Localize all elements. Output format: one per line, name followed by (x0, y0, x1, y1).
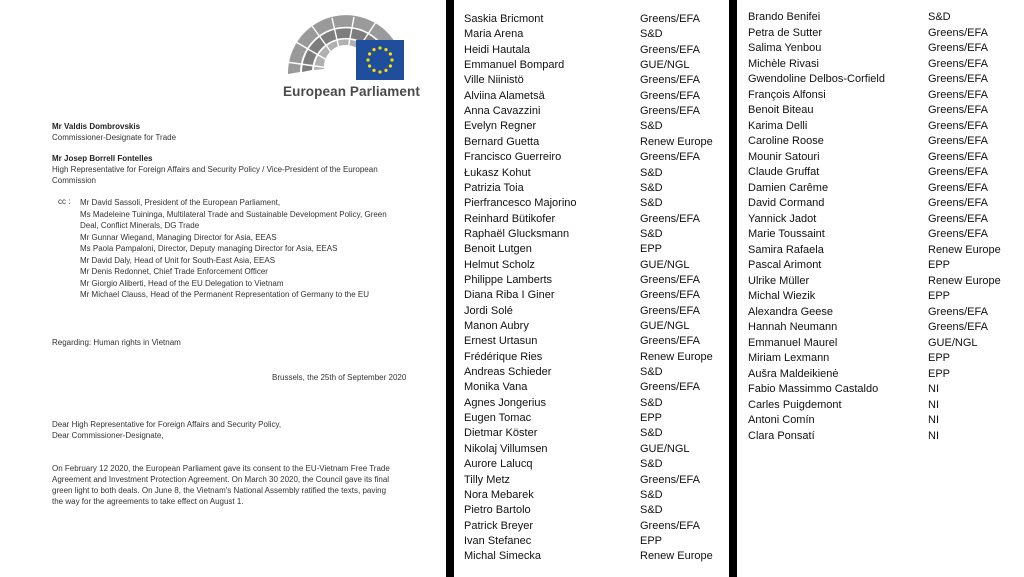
signatory-name: Łukasz Kohut (464, 166, 531, 179)
political-group: EPP (640, 534, 663, 547)
political-group: Renew Europe (640, 350, 713, 363)
political-group: Greens/EFA (640, 273, 700, 286)
letter-date: Brussels, the 25th of September 2020 (272, 373, 407, 382)
political-group: S&D (928, 11, 951, 23)
body-line: On February 12 2020, the European Parliament gave its consent to the EU-Vietnam Free Trade (52, 464, 390, 473)
political-group: S&D (640, 181, 663, 194)
signatory-name: Salima Yenbou (748, 42, 822, 54)
salutation-line1: Dear High Representative for Foreign Affairs and Security Policy, (52, 420, 282, 429)
signatory-name: Nikolaj Villumsen (464, 442, 548, 455)
signatory-name: Agnes Jongerius (464, 396, 546, 409)
signatory-name: Dietmar Köster (464, 427, 538, 440)
signatory-row (454, 197, 729, 212)
signatory-row (737, 104, 1024, 119)
signatory-row (454, 412, 729, 427)
signatory-name: Alviina Alametsä (464, 89, 545, 102)
political-group: NI (928, 429, 939, 442)
signatory-name: Raphaël Glucksmann (464, 227, 570, 240)
signatory-name: Pascal Arimont (748, 259, 822, 271)
signatory-row (454, 474, 729, 489)
signatories-page-1 (454, 0, 729, 577)
political-group: S&D (640, 396, 663, 409)
signatory-name: Emmanuel Bompard (464, 59, 565, 72)
body-line: the way for the agreements to take effect on August 1. (52, 497, 244, 506)
signatory-row (737, 321, 1024, 336)
signatory-row (737, 368, 1024, 383)
cc-item: Mr Denis Redonnet, Chief Trade Enforcement Officer (80, 267, 268, 276)
signatory-row (454, 550, 729, 565)
cc-item: Ms Madeleine Tuininga, Multilateral Trade and Sustainable Development Policy, Green (80, 209, 387, 219)
signatory-name: Nora Mebarek (464, 488, 534, 501)
political-group: Greens/EFA (928, 135, 988, 147)
political-group: Greens/EFA (928, 305, 988, 318)
signatory-row (737, 414, 1024, 429)
political-group: GUE/NGL (640, 320, 690, 332)
signatory-row (454, 489, 729, 504)
body-line: Agreement and Investment Protection Agreement. On March 30 2020, the Council gave its final (52, 475, 390, 484)
signatory-name: Antoni Comín (748, 414, 815, 426)
political-group: GUE/NGL (640, 258, 690, 271)
signatory-name: Petra de Sutter (748, 26, 822, 39)
signatory-row (454, 305, 729, 320)
signatory-name: Benoit Lutgen (464, 243, 532, 256)
signatory-row (737, 306, 1024, 321)
political-group: Greens/EFA (928, 321, 988, 333)
political-group: Greens/EFA (928, 166, 988, 178)
political-group: Renew Europe (640, 135, 713, 148)
signatory-row (737, 151, 1024, 166)
signatory-row (737, 337, 1024, 352)
recipient2-name: Mr Josep Borrell Fontelles (52, 154, 153, 163)
signatory-name: Eugen Tomac (464, 412, 532, 425)
signatory-row (454, 427, 729, 442)
political-group: Greens/EFA (928, 228, 988, 240)
political-group: Greens/EFA (928, 104, 988, 116)
signatory-name: Ville Niinistö (464, 74, 524, 87)
signatory-row (454, 74, 729, 89)
signatory-row (737, 244, 1024, 259)
political-group: EPP (928, 290, 951, 302)
signatory-name: Benoit Biteau (748, 104, 814, 116)
signatory-name: Michèle Rivasi (748, 57, 819, 70)
cc-label: cc : (58, 197, 71, 206)
political-group: EPP (928, 367, 951, 380)
signatory-row (737, 182, 1024, 197)
cc-list (80, 197, 425, 301)
signatory-name: Fabio Massimmo Castaldo (748, 383, 879, 395)
regarding-line: Regarding: Human rights in Vietnam (52, 338, 181, 347)
signatory-name: Emmanuel Maurel (748, 336, 838, 349)
political-group: Greens/EFA (928, 88, 988, 101)
signatory-name: Aušra Maldeikienė (748, 367, 839, 380)
political-group: Greens/EFA (640, 151, 700, 164)
political-group: Renew Europe (928, 243, 1001, 256)
signatory-name: Saskia Bricmont (464, 13, 544, 25)
signatory-row (454, 167, 729, 182)
signatory-name: Heidi Hautala (464, 43, 531, 56)
signatory-row (454, 381, 729, 396)
political-group: Greens/EFA (640, 335, 700, 348)
political-group: Greens/EFA (640, 304, 700, 317)
cc-item: Deal, Conflict Minerals, DG Trade (80, 221, 200, 230)
signatory-row (737, 42, 1024, 57)
cc-item: Ms Paola Pampaloni, Director, Deputy managing Director for Asia, EEAS (80, 244, 338, 253)
signatory-row (454, 504, 729, 519)
body-line: green light to both deals. On June 8, the Vietnam's National Assembly ratified the texts, paving (52, 486, 387, 495)
salutation-line2: Dear Commissioner-Designate, (52, 431, 164, 440)
signatory-name: Michal Simecka (464, 550, 542, 563)
signatory-row (454, 535, 729, 550)
signatory-row (454, 335, 729, 350)
political-group: S&D (640, 504, 663, 517)
political-group: NI (928, 398, 939, 411)
signatory-name: Yannick Jadot (748, 212, 817, 225)
signatory-name: Anna Cavazzini (464, 105, 541, 118)
political-group: Greens/EFA (640, 13, 700, 25)
signatory-row (454, 120, 729, 135)
signatory-name: Manon Aubry (464, 320, 529, 332)
political-group: Greens/EFA (640, 74, 700, 87)
signatory-row (454, 28, 729, 43)
signatory-name: Pierfrancesco Majorino (464, 197, 577, 210)
signatory-row (454, 13, 729, 28)
political-group: Greens/EFA (928, 212, 988, 225)
signatory-name: Maria Arena (464, 28, 524, 41)
political-group: Greens/EFA (928, 73, 988, 85)
signatory-name: Michal Wiezik (748, 290, 816, 302)
political-group: Greens/EFA (640, 519, 700, 532)
letter-page (0, 0, 446, 577)
political-group: Greens/EFA (928, 42, 988, 54)
signatory-name: Ulrike Müller (748, 274, 810, 287)
signatory-name: Hannah Neumann (748, 321, 838, 333)
signatory-row (454, 90, 729, 105)
signatory-name: Marie Toussaint (748, 228, 825, 240)
signatory-row (454, 520, 729, 535)
signatory-name: Jordi Solé (464, 304, 513, 317)
signatory-name: David Cormand (748, 197, 825, 209)
signatory-row (454, 228, 729, 243)
signatory-name: Patrizia Toia (464, 181, 524, 194)
political-group: Greens/EFA (640, 289, 700, 302)
political-group: S&D (640, 227, 663, 240)
signatory-row (454, 289, 729, 304)
political-group: Greens/EFA (640, 381, 700, 394)
recipient1-name: Mr Valdis Dombrovskis (52, 122, 141, 131)
signatory-row (454, 397, 729, 412)
signatory-name: Monika Vana (464, 381, 528, 394)
political-group: Greens/EFA (928, 26, 988, 39)
signatory-name: Mounir Satouri (748, 150, 820, 163)
political-group: S&D (640, 458, 663, 471)
signatory-row (737, 120, 1024, 135)
signatory-row (737, 73, 1024, 88)
political-group: EPP (640, 243, 663, 256)
political-group: Greens/EFA (928, 150, 988, 163)
political-group: Renew Europe (928, 274, 1001, 287)
signatories-page-2 (737, 0, 1024, 577)
signatory-name: Damien Carême (748, 181, 829, 194)
signatory-row (454, 366, 729, 381)
political-group: Greens/EFA (640, 212, 700, 225)
signatory-name: Philippe Lamberts (464, 273, 553, 286)
signatory-row (454, 443, 729, 458)
cc-item: Mr David Daly, Head of Unit for South-East Asia, EEAS (80, 255, 276, 265)
signatory-name: Claude Gruffat (748, 166, 820, 178)
signatory-name: Caroline Roose (748, 135, 824, 147)
recipient2-title-line1: High Representative for Foreign Affairs and Security Policy / Vice-President of the European (52, 165, 378, 174)
political-group: EPP (928, 352, 951, 364)
political-group: Greens/EFA (928, 119, 988, 132)
signatory-name: Diana Riba I Giner (464, 289, 555, 302)
political-group: S&D (640, 28, 663, 41)
signatory-name: Samira Rafaela (748, 243, 824, 256)
political-group: S&D (640, 366, 663, 379)
signatory-row (737, 228, 1024, 243)
signatory-row (454, 182, 729, 197)
signatory-row (454, 213, 729, 228)
signatory-row (454, 351, 729, 366)
cc-item: Mr Giorgio Aliberti, Head of the EU Delegation to Vietnam (80, 278, 284, 288)
signatory-row (737, 135, 1024, 150)
political-group: Greens/EFA (928, 57, 988, 70)
signatory-name: Alexandra Geese (748, 305, 833, 318)
signatory-row (737, 213, 1024, 228)
organization-name: European Parliament (283, 84, 420, 99)
political-group: S&D (640, 488, 663, 501)
political-group: Renew Europe (640, 550, 713, 563)
political-group: NI (928, 414, 939, 426)
political-group: NI (928, 383, 939, 395)
signatory-row (737, 290, 1024, 305)
signatory-name: Francisco Guerreiro (464, 151, 562, 164)
signatory-name: Frédérique Ries (464, 350, 543, 363)
signatory-row (737, 430, 1024, 445)
signatory-name: Bernard Guetta (464, 135, 540, 148)
signatory-row (737, 166, 1024, 181)
signatory-row (737, 399, 1024, 414)
signatory-row (454, 59, 729, 74)
political-group: EPP (928, 259, 951, 271)
political-group: EPP (640, 412, 663, 425)
signatory-row (454, 44, 729, 59)
political-group: Greens/EFA (928, 181, 988, 194)
signatory-row (454, 151, 729, 166)
signatory-row (454, 136, 729, 151)
political-group: Greens/EFA (640, 105, 700, 118)
political-group: GUE/NGL (928, 336, 978, 349)
political-group: GUE/NGL (640, 59, 690, 72)
signatory-row (454, 320, 729, 335)
signatory-name: Reinhard Bütikofer (464, 212, 556, 225)
signatory-row (737, 383, 1024, 398)
cc-item: Mr Michael Clauss, Head of the Permanent Representation of Germany to the EU (80, 290, 370, 299)
political-group: Greens/EFA (640, 473, 700, 486)
signatory-row (454, 274, 729, 289)
political-group: Greens/EFA (640, 89, 700, 102)
signatory-name: François Alfonsi (748, 88, 826, 101)
recipient1-title: Commissioner-Designate for Trade (52, 133, 177, 142)
signatory-name: Ernest Urtasun (464, 335, 538, 348)
signatory-row (737, 11, 1024, 26)
signatory-name: Tilly Metz (464, 473, 511, 486)
signatory-name: Clara Ponsatí (748, 429, 815, 442)
cc-item: Mr Gunnar Wiegand, Managing Director for Asia, EEAS (80, 232, 277, 242)
signatory-name: Aurore Lalucq (464, 458, 533, 471)
signatory-name: Evelyn Regner (464, 120, 537, 133)
signatory-row (454, 105, 729, 120)
signatory-name: Karima Delli (748, 119, 808, 132)
signatory-row (454, 259, 729, 274)
signatory-row (737, 58, 1024, 73)
signatory-name: Miriam Lexmann (748, 352, 830, 364)
signatory-name: Helmut Scholz (464, 258, 535, 271)
signatory-row (737, 352, 1024, 367)
signatory-row (454, 243, 729, 258)
signatory-row (737, 259, 1024, 274)
signatory-name: Ivan Stefanec (464, 534, 532, 547)
signatory-name: Gwendoline Delbos-Corfield (748, 73, 885, 85)
cc-item: Mr David Sassoli, President of the European Parliament, (80, 198, 281, 207)
signatory-row (737, 27, 1024, 42)
political-group: S&D (640, 197, 663, 210)
signatory-name: Patrick Breyer (464, 519, 534, 532)
political-group: S&D (640, 120, 663, 133)
political-group: S&D (640, 166, 663, 179)
political-group: GUE/NGL (640, 442, 690, 455)
political-group: Greens/EFA (928, 197, 988, 209)
political-group: Greens/EFA (640, 43, 700, 56)
political-group: S&D (640, 427, 663, 440)
signatory-name: Andreas Schieder (464, 366, 552, 379)
signatory-row (737, 89, 1024, 104)
signatory-row (737, 275, 1024, 290)
signatory-row (454, 458, 729, 473)
signatory-row (737, 197, 1024, 212)
signatory-name: Pietro Bartolo (464, 504, 531, 517)
recipient2-title-line2: Commission (52, 176, 97, 185)
signatory-name: Brando Benifei (748, 11, 821, 23)
signatory-name: Carles Puigdemont (748, 398, 842, 411)
